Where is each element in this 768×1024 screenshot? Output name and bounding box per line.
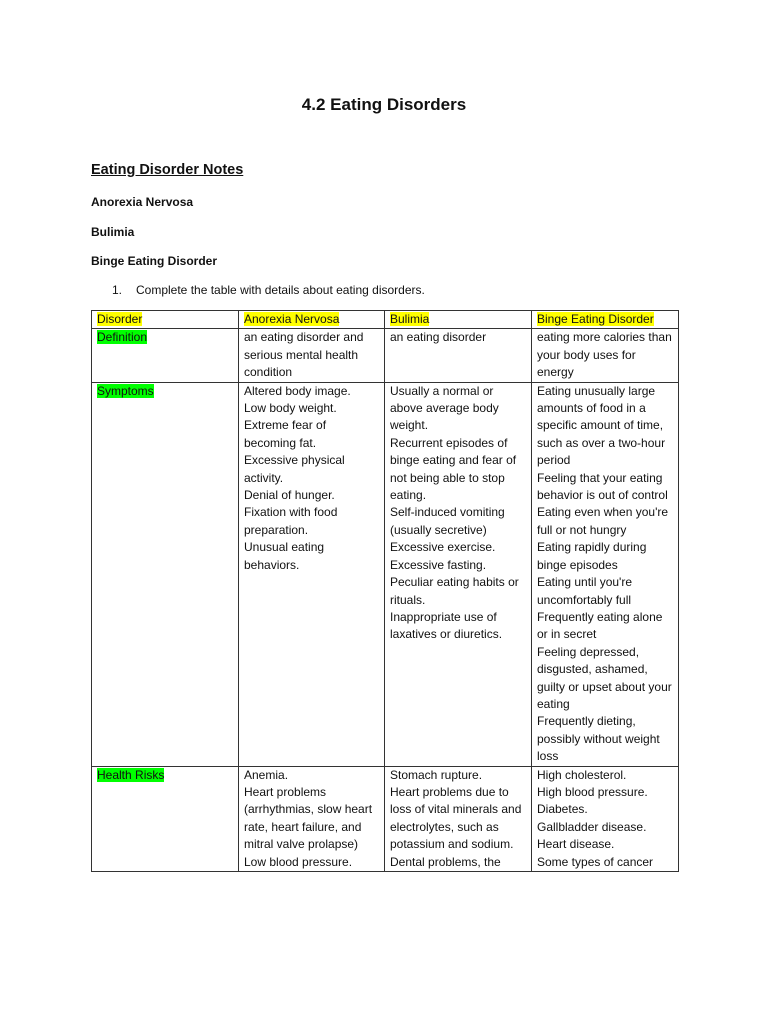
header-binge: Binge Eating Disorder xyxy=(537,312,654,326)
bulimia-cell xyxy=(385,382,532,766)
cell-line: Unusual eating behaviors. xyxy=(244,540,325,572)
cell-line: Gallbladder disease. xyxy=(537,819,647,834)
binge-cell xyxy=(532,382,679,766)
subheading-binge: Binge Eating Disorder xyxy=(91,254,218,268)
cell-line: Frequently dieting, possibly without weight loss xyxy=(537,714,660,764)
cell-line: Diabetes. xyxy=(537,802,588,817)
cell-line: Self-induced vomiting (usually secretive) xyxy=(390,505,505,537)
anorexia-cell xyxy=(239,766,385,871)
header-cell xyxy=(239,311,385,329)
header-cell xyxy=(385,311,532,329)
table-row-symptoms xyxy=(92,382,679,766)
header-cell xyxy=(92,311,239,329)
subheading-anorexia: Anorexia Nervosa xyxy=(91,195,194,209)
cell-line: Heart problems (arrhythmias, slow heart rate, heart failure, and mitral valve prolapse) xyxy=(244,784,373,852)
cell-line: Low blood pressure. xyxy=(244,854,353,869)
cell-line: High cholesterol. xyxy=(537,767,627,782)
cell-line: Altered body image. xyxy=(244,383,351,398)
cell-line: Extreme fear of becoming fat. xyxy=(244,418,327,450)
header-cell xyxy=(532,311,679,329)
cell-line: Some types of cancer xyxy=(537,854,654,869)
table-row-health-risks xyxy=(92,766,679,871)
table-row-definition xyxy=(92,329,679,382)
binge-cell xyxy=(532,329,679,382)
header-bulimia: Bulimia xyxy=(390,312,430,326)
table-header-row xyxy=(92,311,679,329)
cell-line: Eating unusually large amounts of food in a specific amount of time, such as over a two-hour period xyxy=(537,383,666,468)
cell-line: Feeling depressed, disgusted, ashamed, guilty or upset about your eating xyxy=(537,644,672,711)
cell-line: Heart problems due to loss of vital minerals and electrolytes, such as potassium and sodium. xyxy=(390,784,522,852)
anorexia-cell xyxy=(239,382,385,766)
cell-line: Frequently eating alone or in secret xyxy=(537,609,663,642)
instruction-item xyxy=(112,283,425,297)
eating-disorders-table xyxy=(91,310,679,872)
row-label: Symptoms xyxy=(97,383,154,398)
binge-cell xyxy=(532,766,679,871)
cell-line: Excessive physical activity. xyxy=(244,453,345,485)
cell-line: Low body weight. xyxy=(244,401,337,416)
cell-line: an eating disorder and serious mental health condition xyxy=(244,330,364,380)
cell-line: Stomach rupture. xyxy=(390,767,483,782)
cell-line: Fixation with food preparation. xyxy=(244,505,338,537)
cell-line: Feeling that your eating behavior is out of control xyxy=(537,470,668,503)
row-label-cell xyxy=(92,766,239,871)
cell-line: Eating even when you're full or not hungry xyxy=(537,505,669,537)
notes-heading: Eating Disorder Notes xyxy=(91,162,244,178)
bulimia-cell xyxy=(385,329,532,382)
cell-line: Heart disease. xyxy=(537,837,615,852)
bulimia-cell xyxy=(385,766,532,871)
cell-line: an eating disorder xyxy=(390,330,487,345)
cell-line: Denial of hunger. xyxy=(244,488,335,503)
row-label: Definition xyxy=(97,330,148,345)
page-title: 4.2 Eating Disorders xyxy=(301,95,467,114)
instruction-text: Complete the table with details about eating disorders. xyxy=(136,283,425,297)
instruction-number: 1. xyxy=(112,283,123,297)
cell-line: Inappropriate use of laxatives or diuretics. xyxy=(390,609,503,642)
cell-line: Usually a normal or above average body weight. xyxy=(390,383,499,433)
header-anorexia: Anorexia Nervosa xyxy=(244,312,340,326)
cell-line: Excessive fasting. xyxy=(390,557,487,572)
row-label-cell xyxy=(92,329,239,382)
cell-line: Dental problems, the xyxy=(390,854,501,869)
row-label: Health Risks xyxy=(97,767,165,782)
anorexia-cell xyxy=(239,329,385,382)
cell-line: Excessive exercise. xyxy=(390,540,496,555)
cell-line: Anemia. xyxy=(244,767,289,782)
subheading-bulimia: Bulimia xyxy=(91,225,135,239)
cell-line: eating more calories than your body uses for energy xyxy=(537,330,672,380)
cell-line: Peculiar eating habits or rituals. xyxy=(390,575,519,607)
cell-line: Recurrent episodes of binge eating and fear of not being able to stop eating. xyxy=(390,435,517,503)
cell-line: Eating rapidly during binge episodes xyxy=(537,540,647,572)
cell-line: High blood pressure. xyxy=(537,784,648,799)
row-label-cell xyxy=(92,382,239,766)
header-disorder: Disorder xyxy=(97,312,143,326)
cell-line: Eating until you're uncomfortably full xyxy=(537,575,633,607)
